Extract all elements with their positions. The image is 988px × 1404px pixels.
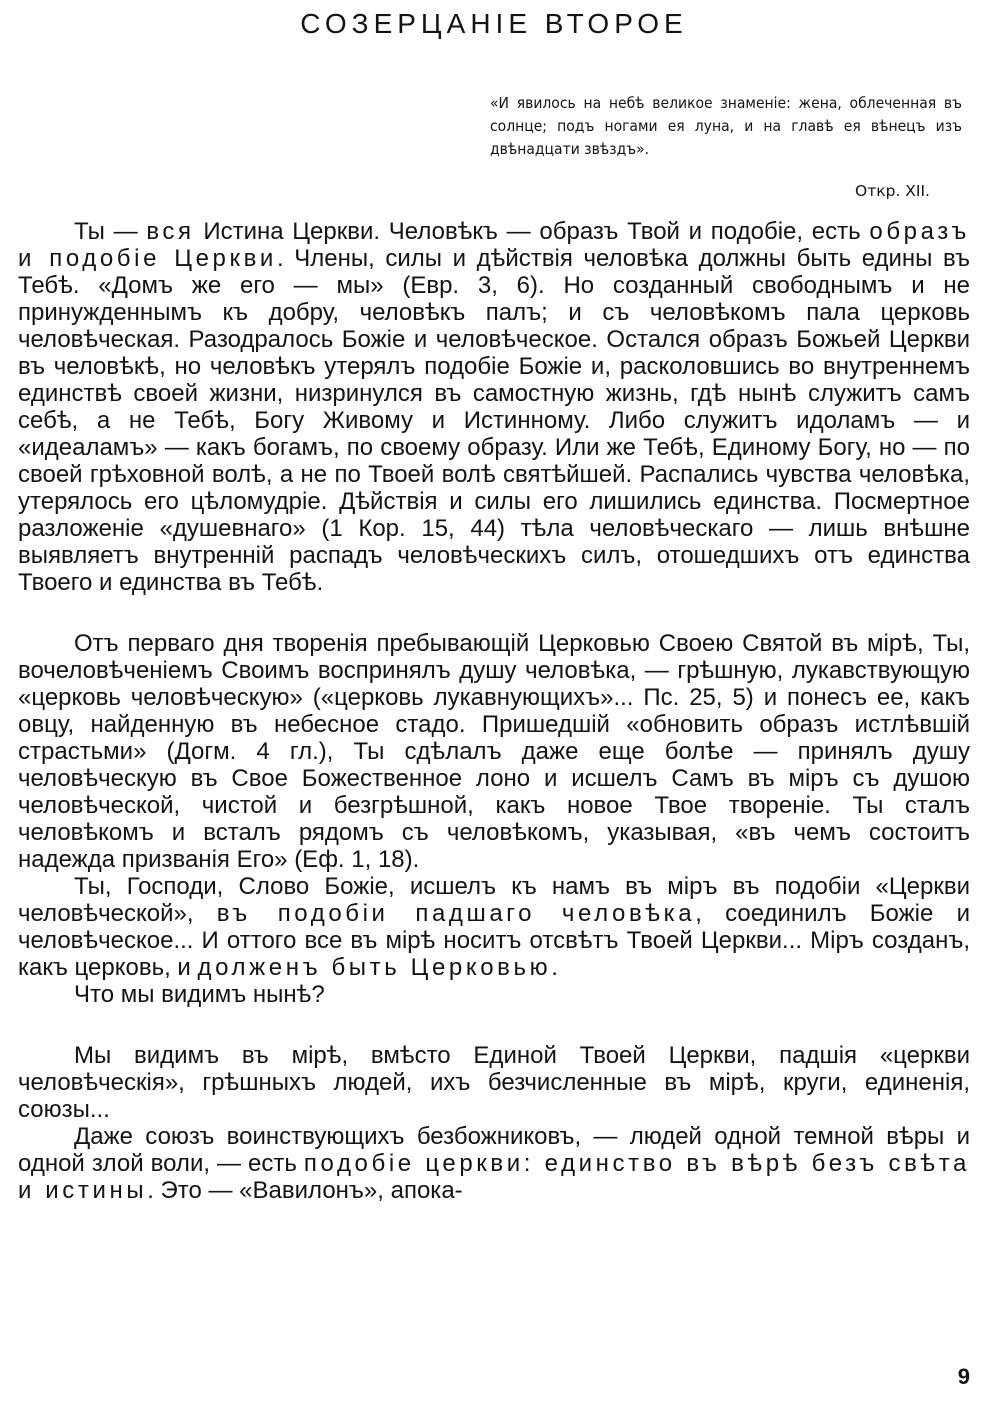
- epigraph-source: Откр. XII.: [855, 182, 930, 200]
- p6-spaced-b: подобіе церкви: единство въ вѣрѣ безъ свѣта и истины: [18, 1150, 971, 1204]
- p3-text-a: Ты, Господи, Слово Божіе, исшелъ къ намъ въ міръ въ подобіи «Церкви человѣческой»,: [18, 873, 970, 927]
- p1-spaced-d: образъ и подобіе Церкви: [18, 218, 970, 272]
- p1-spaced-a: вся: [146, 218, 195, 245]
- p1-text-c: Истина Церкви. Человѣкъ — образъ Твой и подобіе, есть: [194, 218, 870, 245]
- paragraph-4: Что мы видимъ нынѣ?: [74, 981, 325, 1008]
- p3-spaced-d: долженъ быть Церковью: [197, 954, 552, 981]
- main-text: [18, 218, 970, 1204]
- p6-text-a: Даже союзъ воинствующихъ безбожниковъ, — людей одной темной вѣры и одной злой воли, — есть: [18, 1123, 970, 1177]
- paragraph-1: [18, 218, 970, 596]
- page-number: 9: [957, 1364, 970, 1389]
- paragraph-6: [18, 1123, 970, 1204]
- p1-text-e: . Члены, силы и дѣйствія человѣка должны быть едины въ Тебѣ. «Домъ же его — мы» (Евр. 3, 6). Но созданный свободнымъ и не принужденнымъ къ добру, человѣкъ палъ; и съ человѣкомъ пала церковь человѣческая. Разодралось Божіе и человѣческое. Остался образъ Божьей Церкви въ человѣкѣ, но человѣкъ утерялъ подобіе Божіе и, расколовшись во внутреннемъ единствѣ своей жизни, низринулся въ самостную жизнь, гдѣ нынѣ служитъ самъ себѣ, а не Тебѣ, Богу Живому и Истинному. Либо служитъ идоламъ — и «идеаламъ» — какъ богамъ, по своему образу. Или же Тебѣ, Единому Богу, но — по своей грѣховной волѣ, а не по Твоей волѣ святѣйшей. Распались чувства человѣка, утерялось его цѣломудріе. Дѣйствія и силы его лишились единства. Посмертное разложеніе «душевнаго» (1 Кор. 15, 44) тѣла человѣческаго — лишь внѣшне выявляетъ внутренній распадъ человѣческихъ силъ, отошедшихъ отъ единства Твоего и единства въ Тебѣ.: [18, 245, 970, 596]
- p1-text-a: Ты —: [74, 218, 147, 245]
- p6-text-c: . Это — «Вавилонъ», апока-: [147, 1177, 463, 1204]
- p3-text-e: .: [551, 954, 558, 981]
- paragraph-3: [18, 873, 970, 981]
- p3-spaced-b: въ подобіи падшаго человѣка: [216, 900, 696, 927]
- p3-text-c: , соединилъ Божіе и человѣческое... И оттого все въ мірѣ носитъ отсвѣтъ Твоей Церкви... Міръ созданъ, какъ церковь, и: [18, 900, 970, 981]
- paragraph-2: Отъ перваго дня творенія пребывающій Церковью Своею Святой въ мірѣ, Ты, вочеловѣченіемъ Своимъ воспринялъ душу человѣка, — грѣшную, лукавствующую «церковь человѣческую» («церковь лукавнующихъ»... Пс. 25, 5) и понесъ ее, какъ овцу, найденную въ небесное стадо. Пришедшій «обновить образъ истлѣвшій страстьми» (Догм. 4 гл.), Ты сдѣлалъ даже еще болѣе — принялъ душу человѣческую въ Свое Божественное лоно и исшелъ Самъ въ міръ съ душою человѣческой, чистой и безгрѣшной, какъ новое Твое твореніе. Ты сталъ человѣкомъ и всталъ рядомъ съ человѣкомъ, указывая, «въ чемъ состоитъ надежда призванія Его» (Еф. 1, 18).: [18, 630, 970, 873]
- epigraph-quote: «И явилось на небѣ великое знаменіе: жена, облеченная въ солнце; подъ ногами ея луна, и на главѣ ея вѣнецъ изъ двѣнадцати звѣздъ».: [490, 94, 962, 158]
- chapter-title: СОЗЕРЦАНІЕ ВТОРОЕ: [300, 8, 688, 39]
- paragraph-5: Мы видимъ въ мірѣ, вмѣсто Единой Твоей Церкви, падшія «церкви человѣческія», грѣшныхъ людей, ихъ безчисленные въ мірѣ, круги, единенія, союзы...: [18, 1042, 970, 1123]
